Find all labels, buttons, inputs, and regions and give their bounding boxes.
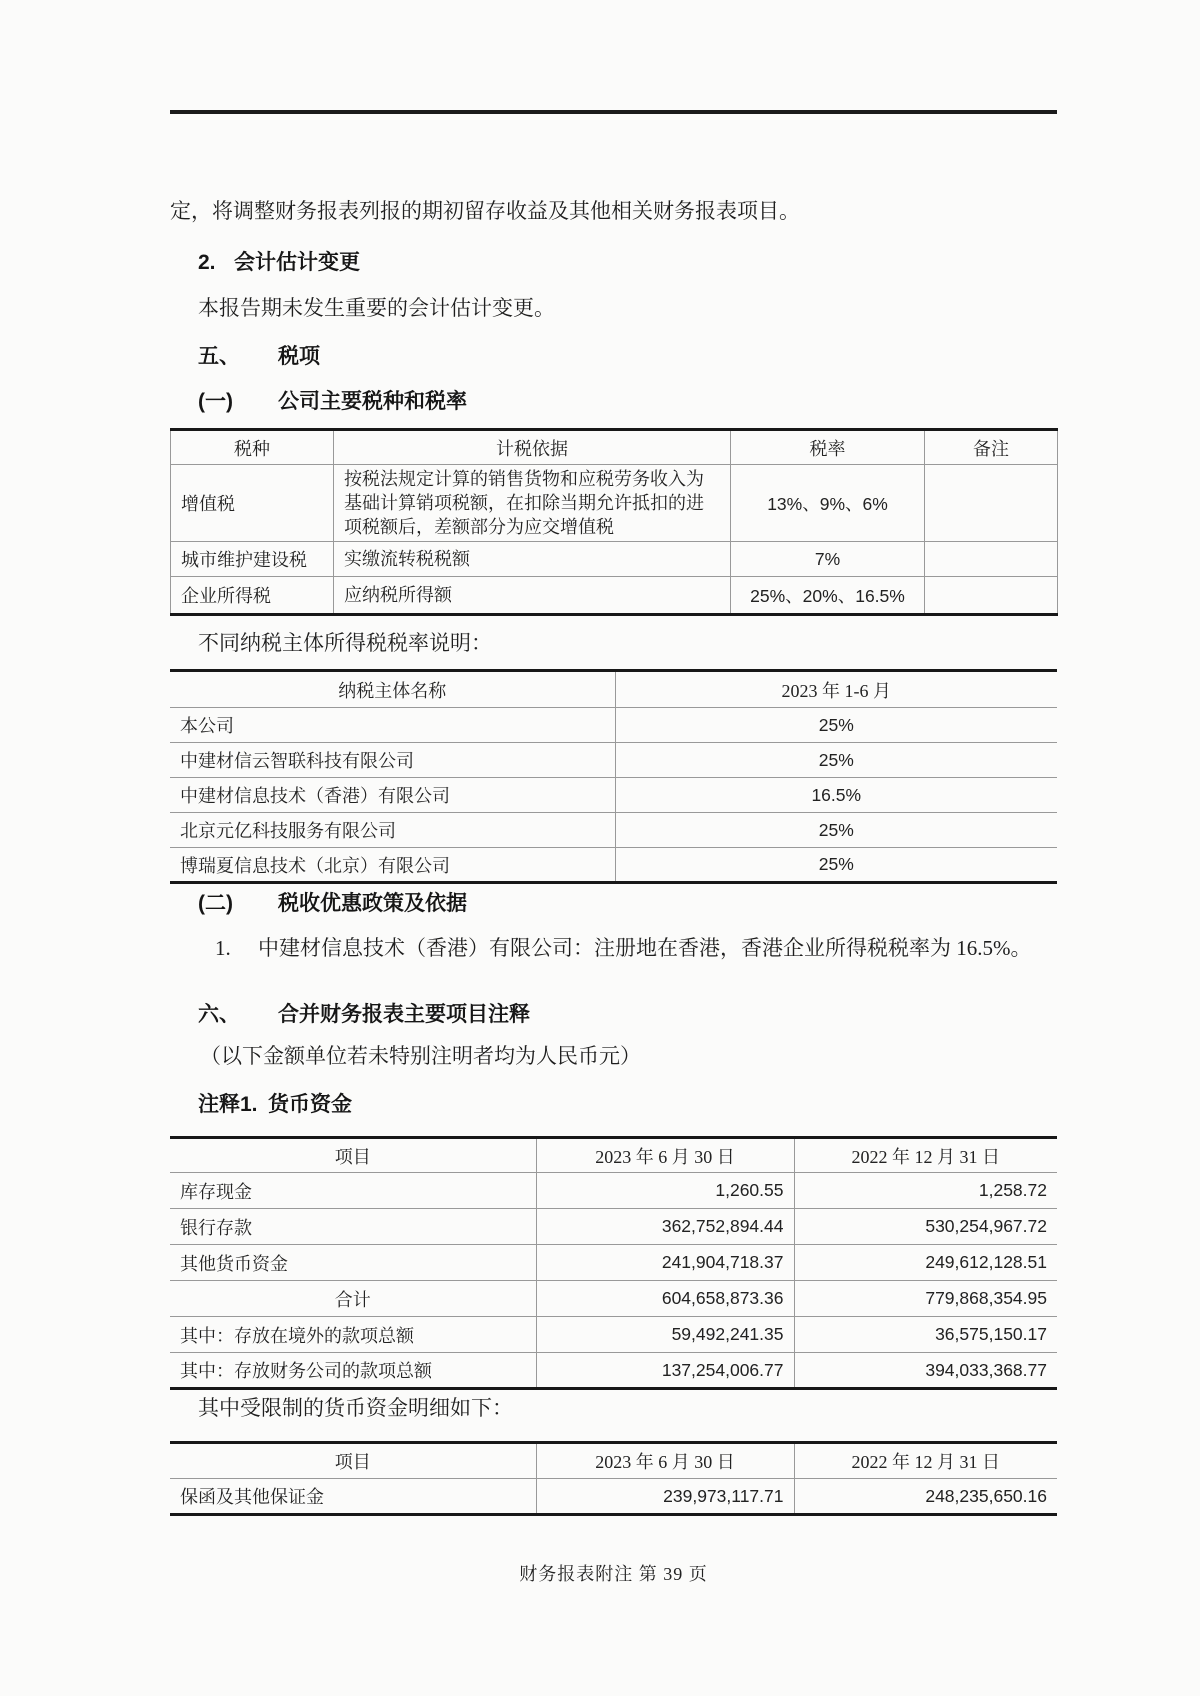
- column-header-entity-name: 纳税主体名称: [170, 671, 615, 708]
- table-row: [170, 813, 1057, 848]
- cash-table: [170, 1136, 1057, 1390]
- heading-number: 注释1.: [198, 1093, 258, 1116]
- column-header-tax-rate: 税率: [731, 430, 925, 465]
- table-header-row: [170, 1138, 1057, 1173]
- paragraph-restricted-note: 其中受限制的货币资金明细如下：: [198, 1396, 513, 1420]
- paragraph-currency-unit-note: （以下金额单位若未特别注明者均为人民币元）: [200, 1044, 641, 1068]
- cell-item: 银行存款: [170, 1209, 536, 1245]
- cell-2023-value: 604,658,873.36: [536, 1281, 794, 1317]
- cell-tax-basis: 按税法规定计算的销售货物和应税劳务收入为基础计算销项税额，在扣除当期允许抵扣的进项税额后，差额部分为应交增值税: [334, 465, 731, 542]
- table-row: [171, 465, 1058, 542]
- cell-tax-type: 企业所得税: [171, 577, 334, 615]
- cell-2022-value: 249,612,128.51: [794, 1245, 1057, 1281]
- cell-entity-rate: 25%: [615, 848, 1057, 883]
- paragraph-tax-entity-note: 不同纳税主体所得税税率说明：: [198, 631, 492, 655]
- cell-entity-rate: 25%: [615, 708, 1057, 743]
- cell-2022-value: 1,258.72: [794, 1173, 1057, 1209]
- cell-item-total: 合计: [170, 1281, 536, 1317]
- cell-item: 其中：存放财务公司的款项总额: [170, 1353, 536, 1389]
- table-row: [170, 1353, 1057, 1389]
- table-row-total: [170, 1281, 1057, 1317]
- heading-note1-cash: [170, 1090, 1057, 1120]
- table-row: [171, 577, 1058, 615]
- column-header-2022: 2022 年 12 月 31 日: [794, 1443, 1057, 1479]
- cell-tax-rate: 13%、9%、6%: [731, 465, 925, 542]
- cell-tax-type: 城市维护建设税: [171, 542, 334, 577]
- cell-tax-rate: 25%、20%、16.5%: [731, 577, 925, 615]
- cell-2023-value: 239,973,117.71: [536, 1479, 794, 1515]
- cell-entity-name: 中建材信云智联科技有限公司: [170, 743, 615, 778]
- cell-entity-rate: 25%: [615, 813, 1057, 848]
- column-header-item: 项目: [170, 1138, 536, 1173]
- cell-entity-rate: 25%: [615, 743, 1057, 778]
- column-header-2022: 2022 年 12 月 31 日: [794, 1138, 1057, 1173]
- cell-entity-name: 本公司: [170, 708, 615, 743]
- cell-2023-value: 241,904,718.37: [536, 1245, 794, 1281]
- heading-title: 合并财务报表主要项目注释: [278, 1003, 530, 1026]
- table-row: [170, 708, 1057, 743]
- column-header-tax-type: 税种: [171, 430, 334, 465]
- table-row: [170, 1173, 1057, 1209]
- heading-number: 六、: [198, 1003, 240, 1026]
- column-header-remark: 备注: [925, 430, 1058, 465]
- cell-entity-name: 中建材信息技术（香港）有限公司: [170, 778, 615, 813]
- table-header-row: [171, 430, 1058, 465]
- cell-item: 其他货币资金: [170, 1245, 536, 1281]
- heading-title: 货币资金: [268, 1093, 352, 1116]
- cell-item: 其中：存放在境外的款项总额: [170, 1317, 536, 1353]
- column-header-2023: 2023 年 6 月 30 日: [536, 1443, 794, 1479]
- heading-main-tax-types: [170, 387, 1057, 417]
- heading-title: 会计估计变更: [234, 251, 360, 274]
- paragraph-continuation: 定，将调整财务报表列报的期初留存收益及其他相关财务报表项目。: [170, 199, 800, 223]
- heading-number: 2.: [198, 251, 216, 274]
- cell-2022-value: 248,235,650.16: [794, 1479, 1057, 1515]
- heading-number: 五、: [198, 345, 240, 368]
- cell-remark: [925, 542, 1058, 577]
- cell-tax-type: 增值税: [171, 465, 334, 542]
- cell-entity-rate: 16.5%: [615, 778, 1057, 813]
- tax-entity-table: [170, 669, 1057, 884]
- header-rule: [170, 110, 1057, 114]
- cell-remark: [925, 465, 1058, 542]
- table-row: [170, 1317, 1057, 1353]
- column-header-tax-basis: 计税依据: [334, 430, 731, 465]
- heading-title: 税收优惠政策及依据: [278, 892, 467, 915]
- cell-2022-value: 36,575,150.17: [794, 1317, 1057, 1353]
- heading-tax-preference: [170, 889, 1057, 919]
- heading-number: (二): [198, 892, 233, 915]
- table-row: [170, 778, 1057, 813]
- cell-tax-rate: 7%: [731, 542, 925, 577]
- heading-consolidated-notes: [170, 1000, 1057, 1030]
- cell-item: 保函及其他保证金: [170, 1479, 536, 1515]
- table-row: [170, 1209, 1057, 1245]
- cell-entity-name: 博瑞夏信息技术（北京）有限公司: [170, 848, 615, 883]
- cell-tax-basis: 应纳税所得额: [334, 577, 731, 615]
- paragraph-no-estimate-change: 本报告期未发生重要的会计估计变更。: [198, 296, 555, 320]
- cell-entity-name: 北京元亿科技服务有限公司: [170, 813, 615, 848]
- heading-title: 税项: [278, 345, 320, 368]
- heading-number: (一): [198, 390, 233, 413]
- table-row: [170, 743, 1057, 778]
- column-header-period: 2023 年 1-6 月: [615, 671, 1057, 708]
- cell-2022-value: 779,868,354.95: [794, 1281, 1057, 1317]
- restricted-cash-table: [170, 1441, 1057, 1516]
- table-header-row: [170, 1443, 1057, 1479]
- table-header-row: [170, 671, 1057, 708]
- cell-remark: [925, 577, 1058, 615]
- table-row: [170, 1479, 1057, 1515]
- tax-rate-table: [170, 428, 1058, 616]
- page-content: [170, 110, 1057, 1586]
- cell-item: 库存现金: [170, 1173, 536, 1209]
- cell-tax-basis: 实缴流转税税额: [334, 542, 731, 577]
- cell-2023-value: 137,254,006.77: [536, 1353, 794, 1389]
- table-row: [171, 542, 1058, 577]
- cell-2023-value: 362,752,894.44: [536, 1209, 794, 1245]
- heading-taxes: [170, 342, 1057, 372]
- cell-2023-value: 59,492,241.35: [536, 1317, 794, 1353]
- cell-2022-value: 530,254,967.72: [794, 1209, 1057, 1245]
- heading-accounting-estimate-change: [170, 248, 1057, 278]
- heading-title: 公司主要税种和税率: [278, 390, 467, 413]
- column-header-item: 项目: [170, 1443, 536, 1479]
- item-text: 中建材信息技术（香港）有限公司：注册地在香港，香港企业所得税税率为 16.5%。: [258, 936, 1032, 960]
- table-row: [170, 848, 1057, 883]
- page-footer: 财务报表附注 第 39 页: [519, 1564, 708, 1584]
- paragraph-hk-tax-item: [170, 933, 1057, 963]
- table-row: [170, 1245, 1057, 1281]
- column-header-2023: 2023 年 6 月 30 日: [536, 1138, 794, 1173]
- cell-2023-value: 1,260.55: [536, 1173, 794, 1209]
- cell-2022-value: 394,033,368.77: [794, 1353, 1057, 1389]
- item-number: 1.: [215, 936, 231, 960]
